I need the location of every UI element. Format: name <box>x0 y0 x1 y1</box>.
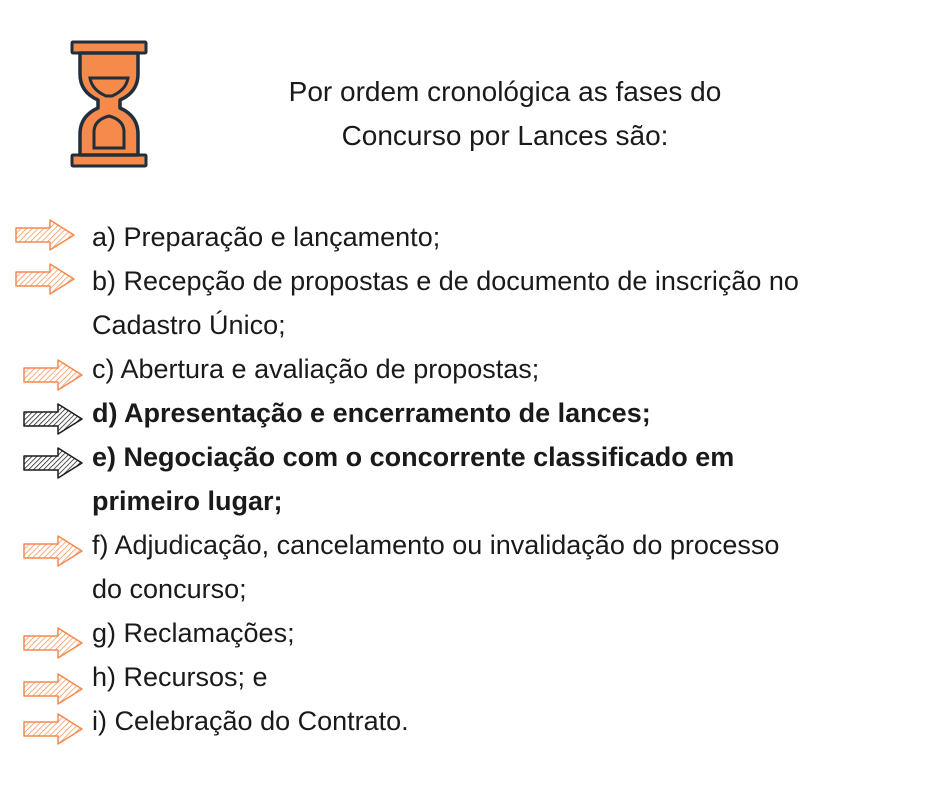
phase-d-text: d) Apresentação e encerramento de lances; <box>92 398 651 428</box>
arrow-right-icon <box>22 712 84 746</box>
arrow-right-icon <box>22 626 84 660</box>
page-title <box>200 70 810 158</box>
phase-f-text-cont: do concurso; <box>92 574 247 604</box>
phase-f-text: f) Adjudicação, cancelamento ou invalidação do processo <box>92 530 780 560</box>
phase-g-text: g) Reclamações; <box>92 618 295 648</box>
arrow-right-icon <box>14 262 76 296</box>
arrow-right-icon <box>22 534 84 568</box>
phase-b-text: b) Recepção de propostas e de documento de inscrição no <box>92 266 799 296</box>
arrow-right-icon <box>22 672 84 706</box>
phase-c-text: c) Abertura e avaliação de propostas; <box>92 354 540 384</box>
phase-b-text-cont: Cadastro Único; <box>92 310 286 340</box>
phase-a-text: a) Preparação e lançamento; <box>92 222 441 252</box>
hourglass-icon <box>70 40 148 168</box>
phase-i-text: i) Celebração do Contrato. <box>92 706 409 736</box>
phase-e-text: e) Negociação com o concorrente classificado em <box>92 442 735 472</box>
arrow-right-icon <box>22 446 84 480</box>
arrow-right-icon <box>22 358 84 392</box>
phase-h-text: h) Recursos; e <box>92 662 268 692</box>
title-line-1: Por ordem cronológica as fases do <box>288 76 722 107</box>
phase-e-text-cont: primeiro lugar; <box>92 486 283 516</box>
title-line-2: Concurso por Lances são: <box>341 120 669 151</box>
arrow-right-icon <box>22 402 84 436</box>
arrow-right-icon <box>14 218 76 252</box>
